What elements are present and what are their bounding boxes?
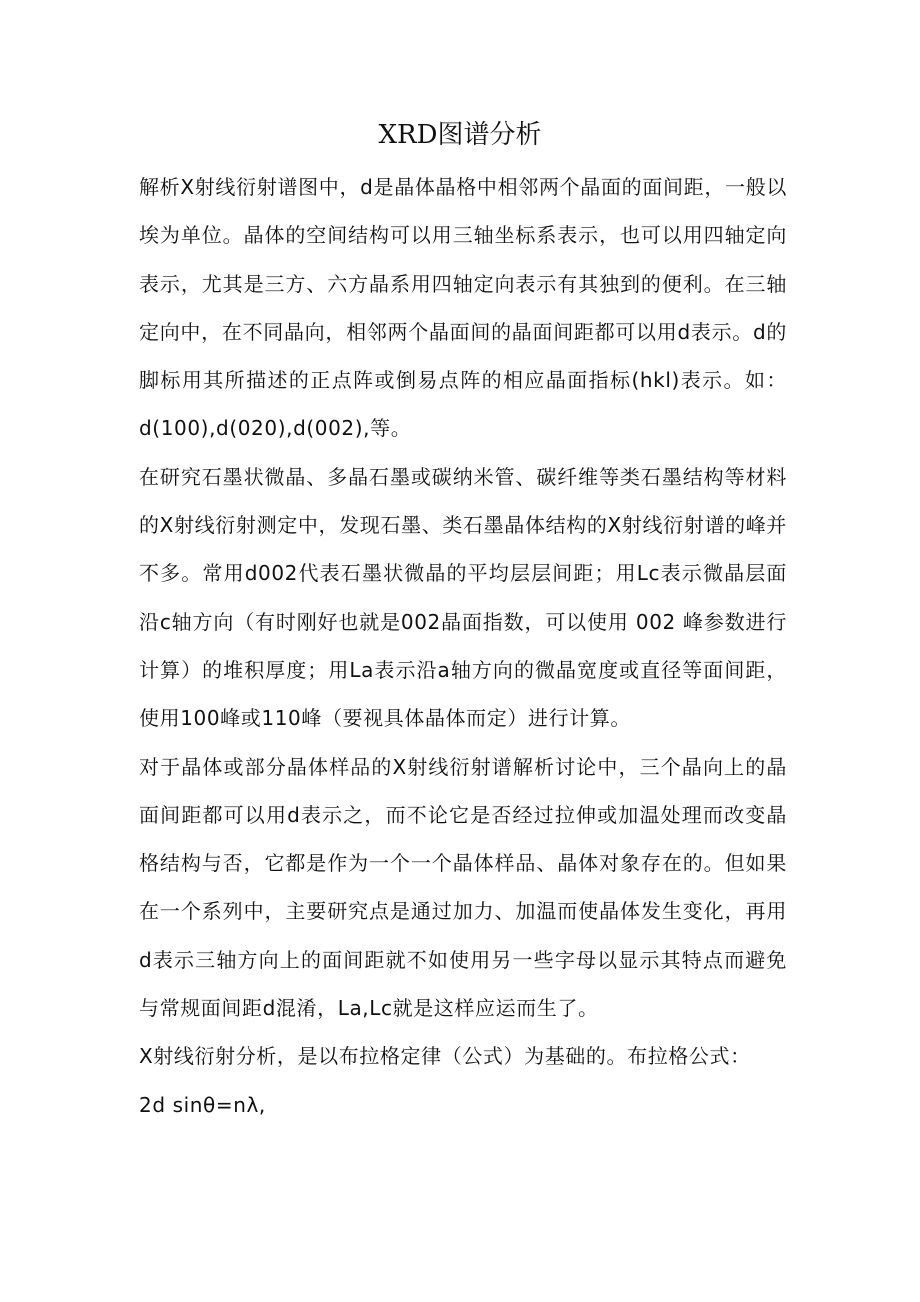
paragraph-la-lc-origin: 对于晶体或部分晶体样品的X射线衍射谱解析讨论中，三个晶向上的晶面间距都可以用d表示之，而不论它是否经过拉伸或加温处理而改变晶格结构与否，它都是作为一个一个晶体样品、晶体对象存在的。但如果在一个系列中，主要研究点是通过加力、加温而使晶体发生变化，再用d表示三轴方向上的面间距就不如使用另一些字母以显示其特点而避免与常规面间距d混淆，La,Lc就是这样应运而生了。: [139, 754, 787, 1021]
paragraph-d-spacing-definition: 解析X射线衍射谱图中，d是晶体晶格中相邻两个晶面的面间距，一般以埃为单位。晶体的空间结构可以用三轴坐标系表示，也可以用四轴定向表示，尤其是三方、六方晶系用四轴定向表示有其独到的便利。在三轴定向中，在不同晶向，相邻两个晶面间的晶面间距都可以用d表示。d的脚标用其所描述的正点阵或倒易点阵的相应晶面指标(hkl)表示。如：d(100),d(020),d(002),等。: [139, 175, 787, 441]
paragraph-bragg-law-intro: X射线衍射分析，是以布拉格定律（公式）为基础的。布拉格公式：: [139, 1044, 751, 1069]
bragg-formula: 2d sinθ=nλ,: [139, 1092, 266, 1117]
document-title: XRD图谱分析: [378, 120, 542, 150]
paragraph-graphite-structure: 在研究石墨状微晶、多晶石墨或碳纳米管、碳纤维等类石墨结构等材料的X射线衍射测定中，发现石墨、类石墨晶体结构的X射线衍射谱的峰并不多。常用d002代表石墨状微晶的平均层层间距；用Lc表示微晶层面沿c轴方向（有时刚好也就是002晶面指数，可以使用 002 峰参数进行计算）的堆积厚度；用La表示沿a轴方向的微晶宽度或直径等面间距，使用100峰或110峰（要视具体晶体而定）进行计算。: [139, 464, 787, 731]
document-body: [139, 163, 787, 1129]
